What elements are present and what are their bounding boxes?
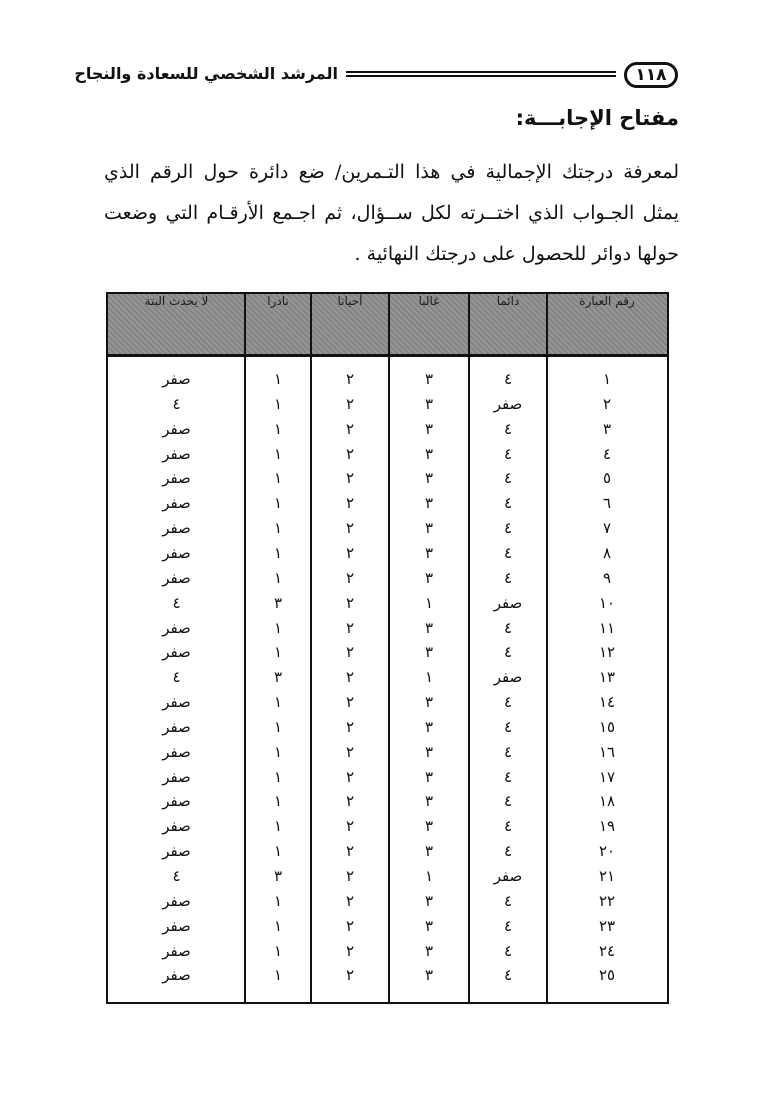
cell-always: ٤ [503, 966, 513, 985]
cell-never: صفر [162, 966, 191, 985]
cell-never: صفر [162, 643, 191, 662]
cell-always: ٤ [503, 370, 513, 388]
cell-item-number: ١٥ [598, 717, 616, 736]
cell-always: صفر [493, 867, 523, 885]
cell-sometimes: ٢ [345, 668, 355, 687]
cell-always: ٤ [503, 494, 513, 513]
cell-never: صفر [162, 469, 191, 488]
cell-sometimes: ٢ [345, 891, 355, 910]
cell-sometimes: ٢ [345, 817, 355, 836]
table-row [108, 942, 667, 967]
cell-often: ٣ [424, 817, 434, 836]
cell-rarely: ١ [273, 568, 283, 587]
cell-never: صفر [162, 419, 191, 438]
cell-rarely: ١ [273, 916, 283, 935]
cell-always: ٤ [503, 618, 513, 637]
table-row [108, 370, 667, 395]
cell-rarely: ١ [273, 469, 283, 488]
column-header-always: دائما [496, 294, 520, 308]
cell-rarely: ٣ [273, 867, 283, 885]
table-row [108, 519, 667, 544]
cell-always: ٤ [503, 643, 513, 662]
cell-sometimes: ٢ [345, 494, 355, 513]
cell-sometimes: ٢ [345, 842, 355, 861]
answer-key-table [106, 292, 669, 1004]
cell-often: ٣ [424, 717, 434, 736]
cell-rarely: ١ [273, 742, 283, 761]
cell-often: ١ [424, 867, 434, 885]
cell-never: صفر [162, 618, 191, 637]
cell-item-number: ١١ [598, 618, 616, 637]
cell-often: ٣ [424, 394, 434, 413]
cell-never: صفر [162, 916, 191, 935]
cell-rarely: ١ [273, 817, 283, 836]
cell-always: ٤ [503, 916, 513, 935]
table-row [108, 544, 667, 569]
cell-sometimes: ٢ [345, 618, 355, 637]
column-header-rarely: نادرا [267, 294, 289, 308]
cell-often: ٣ [424, 693, 434, 712]
cell-often: ٣ [424, 568, 434, 587]
header-rule [346, 71, 616, 77]
cell-sometimes: ٢ [345, 370, 355, 388]
table-row [108, 569, 667, 594]
cell-often: ٣ [424, 792, 434, 811]
cell-item-number: ٩ [602, 568, 612, 587]
table-row [108, 420, 667, 445]
cell-sometimes: ٢ [345, 717, 355, 736]
cell-always: صفر [493, 593, 523, 612]
cell-rarely: ١ [273, 618, 283, 637]
table-row [108, 445, 667, 470]
cell-often: ٣ [424, 742, 434, 761]
cell-rarely: ٣ [273, 593, 283, 612]
column-header-often: غالبا [418, 294, 440, 308]
cell-sometimes: ٢ [345, 767, 355, 786]
cell-always: ٤ [503, 742, 513, 761]
cell-always: ٤ [503, 767, 513, 786]
cell-never: ٤ [172, 867, 181, 885]
cell-always: ٤ [503, 717, 513, 736]
cell-rarely: ١ [273, 792, 283, 811]
cell-rarely: ١ [273, 519, 283, 538]
cell-never: صفر [162, 370, 191, 388]
table-row [108, 892, 667, 917]
cell-rarely: ١ [273, 370, 283, 388]
table-row [108, 693, 667, 718]
cell-sometimes: ٢ [345, 519, 355, 538]
cell-always: ٤ [503, 891, 513, 910]
cell-item-number: ١ [602, 370, 612, 388]
table-row [108, 619, 667, 644]
cell-always: ٤ [503, 693, 513, 712]
table-row [108, 668, 667, 693]
cell-rarely: ١ [273, 444, 283, 463]
cell-never: صفر [162, 742, 191, 761]
cell-item-number: ١٩ [598, 817, 616, 836]
cell-item-number: ٣ [602, 419, 612, 438]
cell-always: ٤ [503, 817, 513, 836]
cell-always: ٤ [503, 419, 513, 438]
cell-always: ٤ [503, 519, 513, 538]
cell-item-number: ٢ [602, 394, 612, 413]
cell-rarely: ٣ [273, 668, 283, 687]
table-row [108, 594, 667, 619]
table-row [108, 792, 667, 817]
cell-never: صفر [162, 941, 191, 960]
cell-never: صفر [162, 444, 191, 463]
cell-sometimes: ٢ [345, 693, 355, 712]
cell-never: ٤ [172, 394, 181, 413]
cell-sometimes: ٢ [345, 643, 355, 662]
cell-sometimes: ٢ [345, 593, 355, 612]
table-row [108, 817, 667, 842]
column-header-never: لا يحدث البتة [144, 294, 209, 308]
cell-rarely: ١ [273, 842, 283, 861]
cell-never: صفر [162, 842, 191, 861]
cell-often: ٣ [424, 419, 434, 438]
cell-often: ٣ [424, 469, 434, 488]
table-row [108, 643, 667, 668]
cell-never: صفر [162, 693, 191, 712]
cell-often: ٣ [424, 494, 434, 513]
cell-always: ٤ [503, 444, 513, 463]
cell-never: ٤ [172, 668, 181, 687]
cell-often: ١ [424, 593, 434, 612]
cell-never: صفر [162, 792, 191, 811]
cell-rarely: ١ [273, 494, 283, 513]
section-title: مفتاح الإجابـــة: [515, 106, 679, 130]
cell-rarely: ١ [273, 693, 283, 712]
cell-item-number: ٢٢ [598, 891, 616, 910]
cell-sometimes: ٢ [345, 469, 355, 488]
cell-often: ٣ [424, 370, 434, 388]
cell-item-number: ١٠ [598, 593, 616, 612]
cell-item-number: ١٨ [598, 792, 616, 811]
cell-rarely: ١ [273, 543, 283, 562]
cell-often: ٣ [424, 519, 434, 538]
cell-sometimes: ٢ [345, 568, 355, 587]
cell-never: صفر [162, 519, 191, 538]
cell-sometimes: ٢ [345, 419, 355, 438]
cell-item-number: ١٧ [598, 767, 616, 786]
cell-always: صفر [493, 394, 523, 413]
column-header-item-number: رقم العبارة [579, 294, 635, 308]
cell-item-number: ٥ [602, 469, 612, 488]
cell-rarely: ١ [273, 966, 283, 985]
cell-item-number: ١٤ [598, 693, 616, 712]
cell-sometimes: ٢ [345, 941, 355, 960]
cell-item-number: ٢٣ [598, 916, 616, 935]
cell-often: ٣ [424, 643, 434, 662]
cell-rarely: ١ [273, 394, 283, 413]
cell-always: ٤ [503, 543, 513, 562]
cell-rarely: ١ [273, 891, 283, 910]
cell-always: ٤ [503, 941, 513, 960]
cell-often: ٣ [424, 916, 434, 935]
cell-rarely: ١ [273, 419, 283, 438]
cell-always: ٤ [503, 792, 513, 811]
cell-item-number: ١٣ [598, 668, 616, 687]
cell-sometimes: ٢ [345, 543, 355, 562]
cell-sometimes: ٢ [345, 916, 355, 935]
cell-often: ٣ [424, 966, 434, 985]
column-header-sometimes: أحيانا [337, 294, 363, 308]
cell-often: ٣ [424, 891, 434, 910]
cell-never: صفر [162, 494, 191, 513]
cell-item-number: ٤ [602, 444, 612, 463]
cell-rarely: ١ [273, 941, 283, 960]
cell-often: ٣ [424, 543, 434, 562]
cell-always: ٤ [503, 842, 513, 861]
cell-rarely: ١ [273, 717, 283, 736]
book-title: المرشد الشخصي للسعادة والنجاح [74, 64, 338, 83]
cell-sometimes: ٢ [345, 792, 355, 811]
table-row [108, 768, 667, 793]
cell-item-number: ٨ [602, 543, 612, 562]
cell-often: ١ [424, 668, 434, 687]
cell-sometimes: ٢ [345, 742, 355, 761]
cell-item-number: ٧ [602, 519, 612, 538]
cell-item-number: ٦ [602, 494, 612, 513]
cell-often: ٣ [424, 767, 434, 786]
cell-item-number: ١٢ [598, 643, 616, 662]
page-number: ١١٨ [624, 62, 678, 88]
cell-rarely: ١ [273, 643, 283, 662]
cell-never: صفر [162, 891, 191, 910]
cell-never: صفر [162, 817, 191, 836]
cell-sometimes: ٢ [345, 444, 355, 463]
cell-never: صفر [162, 767, 191, 786]
cell-often: ٣ [424, 444, 434, 463]
table-row [108, 718, 667, 743]
table-row [108, 494, 667, 519]
cell-never: صفر [162, 568, 191, 587]
instructions-paragraph: لمعرفة درجتك الإجمالية في هذا التـمرين/ ضع دائرة حول الرقم الذي يمثل الجـواب الذي اختــرته لكل ســؤال، ثم اجـمع الأرقـام التي وضعت حولها دوائر للحصول على درجتك النهائية . [104, 161, 679, 265]
cell-always: ٤ [503, 568, 513, 587]
cell-item-number: ٢٠ [598, 842, 616, 861]
table-row [108, 395, 667, 420]
cell-often: ٣ [424, 842, 434, 861]
cell-always: ٤ [503, 469, 513, 488]
table-row [108, 842, 667, 867]
table-row [108, 917, 667, 942]
running-header [74, 60, 680, 92]
cell-item-number: ٢٤ [598, 941, 616, 960]
cell-always: صفر [493, 668, 523, 687]
cell-item-number: ١٦ [598, 742, 616, 761]
cell-sometimes: ٢ [345, 394, 355, 413]
cell-never: صفر [162, 717, 191, 736]
table-row [108, 867, 667, 892]
table-row [108, 966, 667, 991]
cell-sometimes: ٢ [345, 867, 355, 885]
cell-item-number: ٢٥ [598, 966, 616, 985]
cell-often: ٣ [424, 618, 434, 637]
table-row [108, 469, 667, 494]
cell-rarely: ١ [273, 767, 283, 786]
cell-often: ٣ [424, 941, 434, 960]
cell-item-number: ٢١ [598, 867, 616, 885]
cell-never: ٤ [172, 593, 181, 612]
table-row [108, 743, 667, 768]
cell-never: صفر [162, 543, 191, 562]
cell-sometimes: ٢ [345, 966, 355, 985]
